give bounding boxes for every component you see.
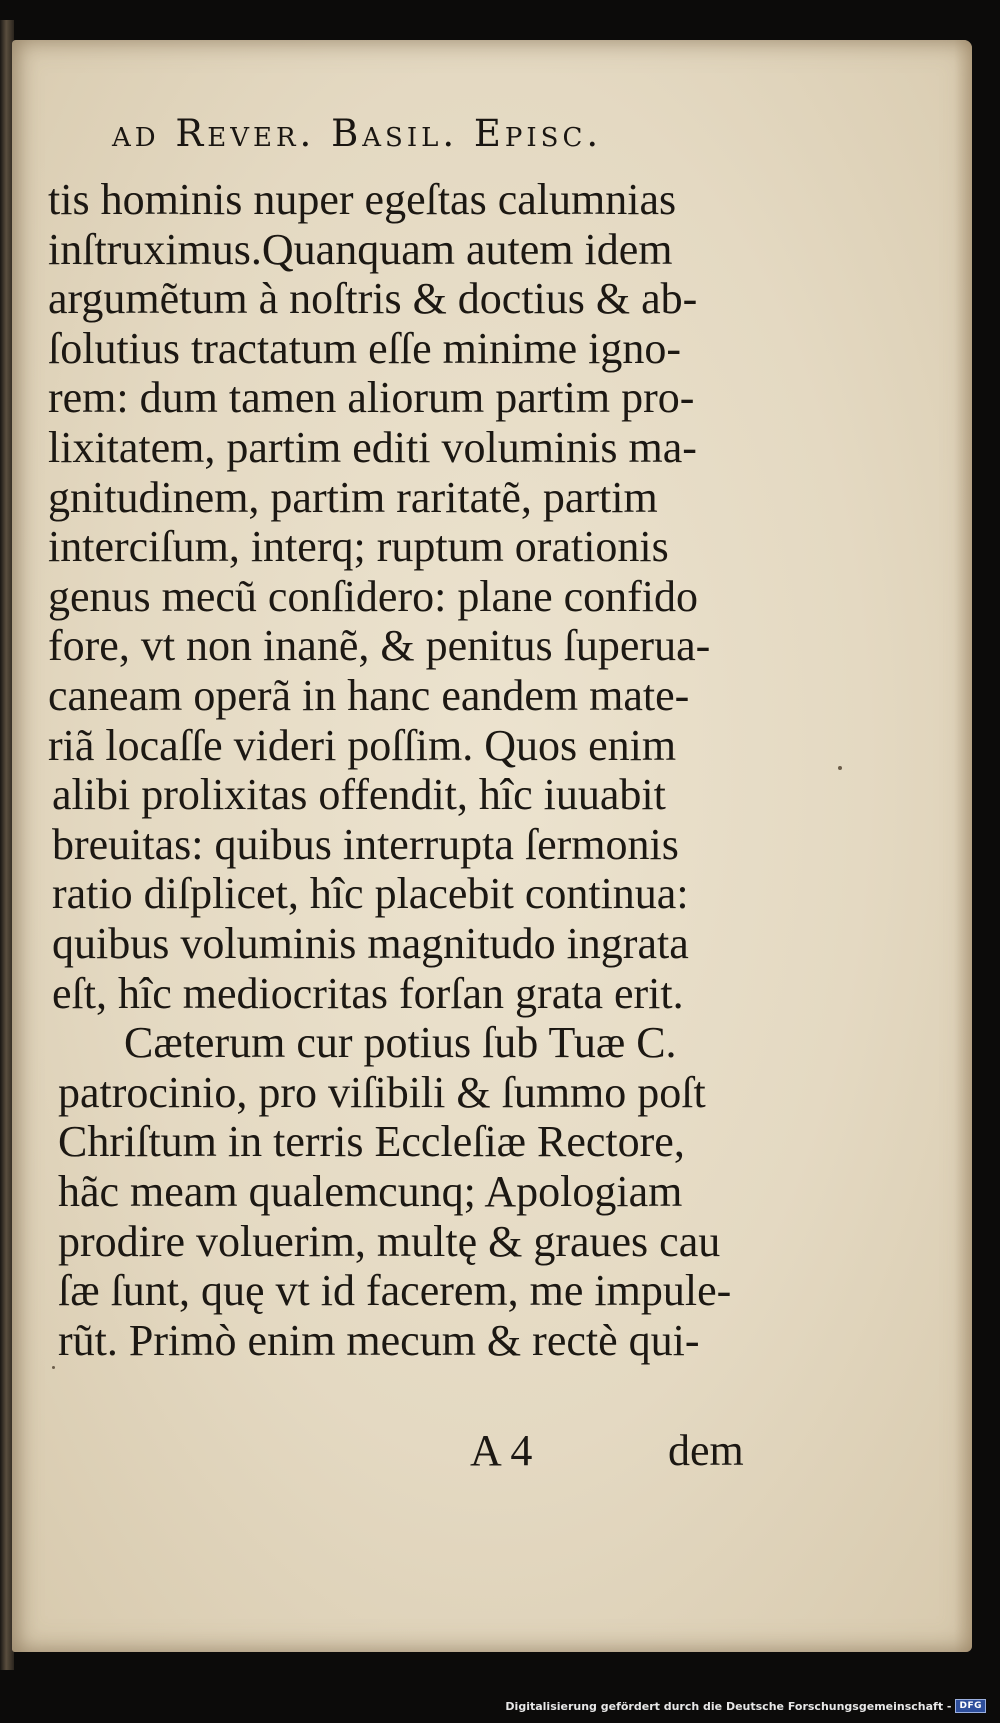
text-line: caneam operã in hanc eandem mate- [48, 671, 690, 720]
text-line: alibi prolixitas offendit, hîc iuuabit [52, 770, 666, 819]
text-line: riã locaſſe videri poſſim. Quos enim [48, 721, 677, 770]
text-line: inſtruximus.Quanquam autem idem [48, 225, 673, 274]
running-head: ad Rever. Basil. Episc. [112, 112, 603, 155]
text-line: ratio diſplicet, hîc placebit continua: [52, 869, 689, 918]
text-line: rũt. Primò enim mecum & rectè qui- [58, 1316, 700, 1365]
text-line: rem: dum tamen aliorum partim pro- [48, 373, 695, 422]
text-line: gnitudinem, partim raritatẽ, partim [48, 473, 658, 522]
paper-speck [838, 766, 842, 770]
text-line: fore, vt non inanẽ, & penitus ſuperua- [48, 621, 711, 670]
footer-bar [505, 1697, 986, 1715]
text-line: argumẽtum à noſtris & doctius & ab- [48, 274, 698, 323]
text-line: eſt, hîc mediocritas forſan grata erit. [52, 969, 684, 1018]
text-line: tis hominis nuper egeſtas calumnias [48, 175, 677, 224]
text-line: prodire voluerim, multę & graues cau [58, 1217, 721, 1266]
paper-speck [52, 1366, 55, 1369]
text-line: interciſum, interq; ruptum orationis [48, 522, 669, 571]
text-line: genus mecũ conſidero: plane confido [48, 572, 699, 621]
text-line: hãc meam qualemcunq; Apologiam [58, 1167, 683, 1216]
text-line: Chriſtum in terris Eccleſiæ Rectore, [58, 1117, 685, 1166]
text-line: ſolutius tractatum eſſe minime igno- [48, 324, 681, 373]
footer-credit: Digitalisierung gefördert durch die Deutsche Forschungsgemeinschaft - [505, 1699, 952, 1713]
text-line: breuitas: quibus interrupta ſermonis [52, 820, 679, 869]
text-line: patrocinio, pro viſibili & ſummo poſt [58, 1068, 706, 1117]
text-line: ſæ ſunt, quę vt id facerem, me impule- [58, 1266, 732, 1315]
text-line: quibus voluminis magnitudo ingrata [52, 919, 689, 968]
text-line: lixitatem, partim editi voluminis ma- [48, 423, 697, 472]
signature-mark: A 4 [470, 1426, 533, 1475]
text-line: Cæterum cur potius ſub Tuæ C. [124, 1018, 677, 1067]
catchword: dem [668, 1426, 744, 1475]
dfg-logo-icon: DFG [955, 1699, 986, 1713]
